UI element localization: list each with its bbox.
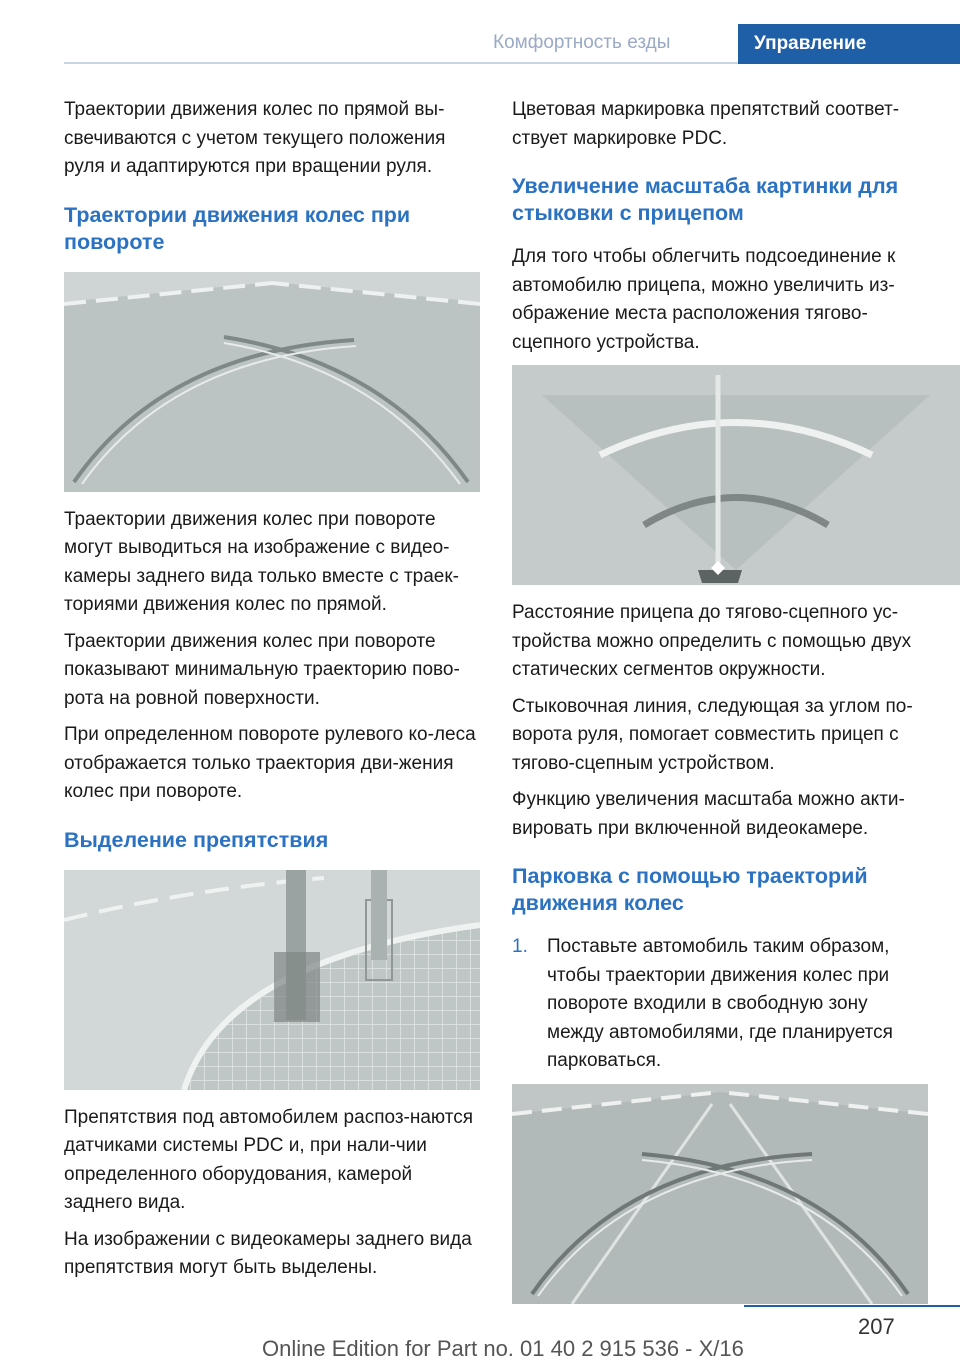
left-column <box>64 96 480 1291</box>
steps-list <box>512 933 928 1076</box>
paragraph: Функцию увеличения масштаба можно акти-вировать при включенной видеокамере. <box>512 789 905 839</box>
footer-rule <box>744 1305 960 1307</box>
trailer-coupling-zoom-illustration <box>512 365 960 585</box>
step-item <box>512 933 928 1076</box>
paragraph: Для того чтобы облегчить подсоединение к автомобилю прицепа, можно увеличить из-ображение места расположения тягово-сцепного устройства. <box>512 246 896 353</box>
section-heading: Увеличение масштаба картинки для стыковки с прицепом <box>512 174 899 225</box>
step-text: Поставьте автомобиль таким образом, чтобы траектории движения колес при повороте входили в свободную зону между автомобилями, где планируется парковаться. <box>547 936 893 1071</box>
section-heading: Выделение препятствия <box>64 827 329 852</box>
paragraph: Стыковочная линия, следующая за углом по-ворота руля, помогает совместить прицеп с тягово-сцепным устройством. <box>512 695 913 774</box>
paragraph: При определенном повороте рулевого ко-леса отображается только траектория дви-жения колес при повороте. <box>64 724 476 802</box>
parking-trajectory-illustration <box>512 1084 928 1304</box>
paragraph: Траектории движения колес при повороте показывают минимальную траекторию пово-рота на ровной поверхности. <box>64 630 460 709</box>
paragraph: Траектории движения колес при повороте могут выводиться на изображение с видео-камеры заднего вида только вместе с траек-ториями движения колес по прямой. <box>64 508 460 615</box>
obstacle-highlight-illustration <box>64 870 480 1090</box>
paragraph: На изображении с видеокамеры заднего вида препятствия могут быть выделены. <box>64 1228 472 1278</box>
turning-trajectory-illustration <box>64 272 480 492</box>
section-heading: Траектории движения колес при повороте <box>64 202 411 254</box>
paragraph: Траектории движения колес по прямой вы-свечиваются с учетом текущего положения руля и адаптируются при вращении руля. <box>64 99 446 177</box>
edition-footer: Online Edition for Part no. 01 40 2 915 536 - X/16 <box>262 1336 744 1361</box>
section-heading: Парковка с помощью траекторий движения колес <box>512 864 868 915</box>
page-number: 207 <box>858 1314 895 1339</box>
header-section-tab[interactable]: Комфортность езды <box>493 32 671 53</box>
paragraph: Препятствия под автомобилем распоз-наются датчиками системы PDC и, при нали-чии определенного оборудования, камерой заднего вида. <box>64 1106 474 1213</box>
paragraph: Цветовая маркировка препятствий соответ-ствует маркировке PDC. <box>512 99 900 149</box>
paragraph: Расстояние прицепа до тягово-сцепного ус-тройства можно определить с помощью двух статических сегментов окружности. <box>512 602 912 680</box>
header-chapter-tab[interactable]: Управление <box>738 24 960 64</box>
right-column <box>512 96 928 1318</box>
step-number: 1. <box>512 936 528 957</box>
